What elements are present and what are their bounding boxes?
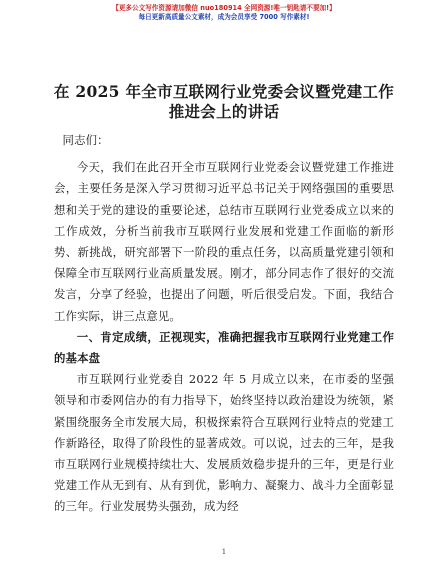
title-line-1: 在 2025 年全市互联网行业党委会议暨党建工作 <box>53 82 395 101</box>
page-number: 1 <box>221 548 227 556</box>
promo-banner-line1: 【更多公文写作资源请加微信 nuo180914 全网资源!唯一钥匙请不要加!】 <box>112 4 336 12</box>
salutation: 同志们： <box>62 133 109 147</box>
section-heading-1: 一、肯定成绩，正视现实，准确把握我市互联网行业党建工作的基本盘 <box>54 329 394 366</box>
paragraph-section-1: 市互联网行业党委自 2022 年 5 月成立以来，在市委的坚强领导和市委网信办的有力指导下，始终坚持以政治建设为统领，紧紧围绕服务全市发展大局，积极探索符合互联网行业特点的党建工作新路径，取得了阶段性的显著成效。可以说，过去的三年，是我市互联网行业规模持续壮大、发展质效稳步提升的三年，更是行业党建工作从无到有、从有到优，影响力、凝聚力、战斗力全面彰显的三年。行业发展势头强劲，成为经 <box>54 372 394 514</box>
promo-banner-line2: 每日更新高质量公文素材，成为会员享受 7000 写作素材! <box>138 13 310 21</box>
document-title <box>0 82 448 122</box>
title-line-2: 推进会上的讲话 <box>168 102 280 121</box>
document-body <box>54 130 394 518</box>
promo-banner <box>0 4 448 22</box>
paragraph-intro: 今天，我们在此召开全市互联网行业党委会议暨党建工作推进会，主要任务是深入学习贯彻习近平总书记关于网络强国的重要思想和关于党的建设的重要论述，总结市互联网行业党委成立以来的工作成效，分析当前我市互联网行业发展和党建工作面临的新形势、新挑战，研究部署下一阶段的重点任务，以高质量党建引领和保障全市互联网行业高质量发展。刚才，部分同志作了很好的交流发言，分享了经验，也提出了问题，听后很受启发。下面，我结合工作实际，讲三点意见。 <box>54 160 394 323</box>
